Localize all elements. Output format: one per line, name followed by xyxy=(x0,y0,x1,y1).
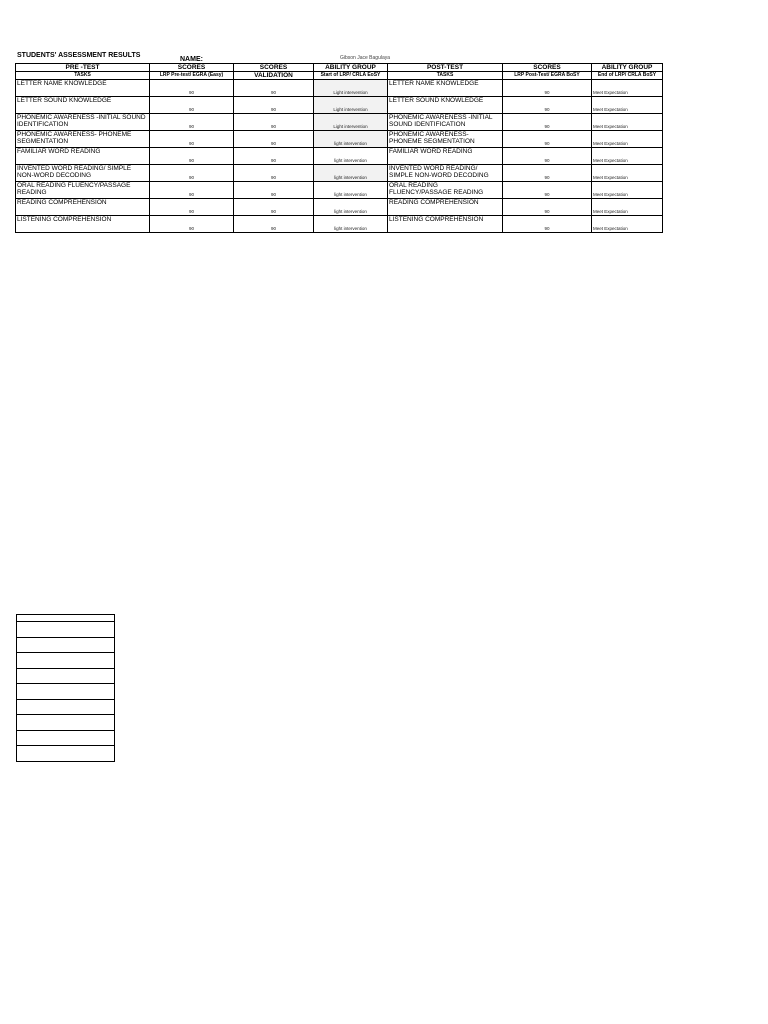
post-score-cell: 90 xyxy=(503,131,592,148)
validation-cell: 90 xyxy=(234,216,314,233)
task: PHONEMIC AWARENESS- PHONEME SEGMENTATION xyxy=(16,131,150,148)
blank-cell xyxy=(16,653,115,669)
post-score-cell: 90 xyxy=(503,199,592,216)
blank-cell xyxy=(16,669,115,685)
post-task: INVENTED WORD READING/ SIMPLE NON-WORD DECODING xyxy=(388,165,503,182)
task: FAMILIAR WORD READING xyxy=(16,148,150,165)
blank-grid xyxy=(16,614,115,762)
validation-cell: 90 xyxy=(234,165,314,182)
ability-cell: Light intervention xyxy=(314,97,388,114)
blank-cell xyxy=(16,622,115,638)
col-scores-validation: SCORES xyxy=(234,64,314,72)
col-scores: SCORES xyxy=(150,64,234,72)
sub-start-lrp: Start of LRP/ CRLA EoSY xyxy=(314,72,388,80)
post-task: LETTER NAME KNOWLEDGE xyxy=(388,80,503,97)
score-cell: 90 xyxy=(150,165,234,182)
score-cell: 90 xyxy=(150,199,234,216)
sub-lrp-pre: LRP Pre-test/ EGRA (Easy) xyxy=(150,72,234,80)
document-title: STUDENTS' ASSESSMENT RESULTS xyxy=(17,52,141,59)
col-ability-group: ABILITY GROUP xyxy=(314,64,388,72)
ability-cell: light intervention xyxy=(314,182,388,199)
validation-cell: 90 xyxy=(234,199,314,216)
blank-cell xyxy=(16,715,115,731)
score-cell: 90 xyxy=(150,216,234,233)
table-row xyxy=(16,114,663,131)
header-row xyxy=(16,64,663,72)
post-score-cell: 90 xyxy=(503,97,592,114)
post-score-cell: 90 xyxy=(503,80,592,97)
validation-cell: 90 xyxy=(234,148,314,165)
post-ability-cell: Meet Expectation xyxy=(592,165,663,182)
table-row xyxy=(16,80,663,97)
sub-tasks: TASKS xyxy=(16,72,150,80)
score-cell: 90 xyxy=(150,114,234,131)
validation-cell: 90 xyxy=(234,80,314,97)
score-cell: 90 xyxy=(150,182,234,199)
task: ORAL READING FLUENCY/PASSAGE READING xyxy=(16,182,150,199)
score-cell: 90 xyxy=(150,148,234,165)
sub-end-lrp: End of LRP/ CRLA BoSY xyxy=(592,72,663,80)
ability-cell: light intervention xyxy=(314,165,388,182)
score-cell: 90 xyxy=(150,80,234,97)
ability-cell: Light intervention xyxy=(314,80,388,97)
assessment-results-table xyxy=(15,63,663,233)
post-score-cell: 90 xyxy=(503,148,592,165)
task: LISTENING COMPREHENSION xyxy=(16,216,150,233)
sub-lrp-post: LRP Post-Test/ EGRA BoSY xyxy=(503,72,592,80)
ability-cell: light intervention xyxy=(314,131,388,148)
post-task: PHONEMIC AWARENESS -INITIAL SOUND IDENTIFICATION xyxy=(388,114,503,131)
post-ability-cell: Meet Expectation xyxy=(592,97,663,114)
task: PHONEMIC AWARENESS -INITIAL SOUND IDENTIFICATION xyxy=(16,114,150,131)
validation-cell: 90 xyxy=(234,114,314,131)
post-score-cell: 90 xyxy=(503,182,592,199)
ability-cell: light intervention xyxy=(314,199,388,216)
student-name: Gibson Jace Bagulaya xyxy=(340,55,391,61)
validation-cell: 90 xyxy=(234,97,314,114)
table-row xyxy=(16,182,663,199)
ability-cell: light intervention xyxy=(314,216,388,233)
post-task: PHONEMIC AWARENESS- PHONEME SEGMENTATION xyxy=(388,131,503,148)
blank-cell xyxy=(16,731,115,747)
table-row xyxy=(16,165,663,182)
sub-tasks-post: TASKS xyxy=(388,72,503,80)
post-ability-cell: Meet Expectation xyxy=(592,199,663,216)
table-row xyxy=(16,199,663,216)
post-score-cell: 90 xyxy=(503,114,592,131)
task: LETTER NAME KNOWLEDGE xyxy=(16,80,150,97)
blank-cell xyxy=(16,684,115,700)
table-row xyxy=(16,131,663,148)
table-row xyxy=(16,148,663,165)
col-post-test: POST-TEST xyxy=(388,64,503,72)
col-scores-post: SCORES xyxy=(503,64,592,72)
post-ability-cell: Meet Expectation xyxy=(592,131,663,148)
table-row xyxy=(16,97,663,114)
blank-cell xyxy=(16,746,115,762)
post-ability-cell: Meet Expectation xyxy=(592,148,663,165)
post-ability-cell: Meet Expectation xyxy=(592,216,663,233)
ability-cell: light intervention xyxy=(314,148,388,165)
subheader-row xyxy=(16,72,663,80)
col-ability-group-post: ABILITY GROUP xyxy=(592,64,663,72)
score-cell: 90 xyxy=(150,97,234,114)
validation-cell: 90 xyxy=(234,182,314,199)
task: INVENTED WORD READING/ SIMPLE NON-WORD DECODING xyxy=(16,165,150,182)
post-score-cell: 90 xyxy=(503,216,592,233)
post-task: LETTER SOUND KNOWLEDGE xyxy=(388,97,503,114)
ability-cell: Light intervention xyxy=(314,114,388,131)
post-ability-cell: Meet Expectation xyxy=(592,182,663,199)
validation-cell: 90 xyxy=(234,131,314,148)
post-task: READING COMPREHENSION xyxy=(388,199,503,216)
table-row xyxy=(16,216,663,233)
blank-cell xyxy=(16,700,115,716)
post-ability-cell: Meet Expectation xyxy=(592,114,663,131)
blank-cell xyxy=(16,638,115,654)
score-cell: 90 xyxy=(150,131,234,148)
post-task: ORAL READING FLUENCY/PASSAGE READING xyxy=(388,182,503,199)
blank-cell xyxy=(16,614,115,622)
col-pre-test: PRE -TEST xyxy=(16,64,150,72)
post-task: FAMILIAR WORD READING xyxy=(388,148,503,165)
task: READING COMPREHENSION xyxy=(16,199,150,216)
post-ability-cell: Meet Expectation xyxy=(592,80,663,97)
task: LETTER SOUND KNOWLEDGE xyxy=(16,97,150,114)
post-score-cell: 90 xyxy=(503,165,592,182)
name-label: NAME: xyxy=(180,56,203,63)
sub-validation: VALIDATION xyxy=(234,72,314,80)
post-task: LISTENING COMPREHENSION xyxy=(388,216,503,233)
